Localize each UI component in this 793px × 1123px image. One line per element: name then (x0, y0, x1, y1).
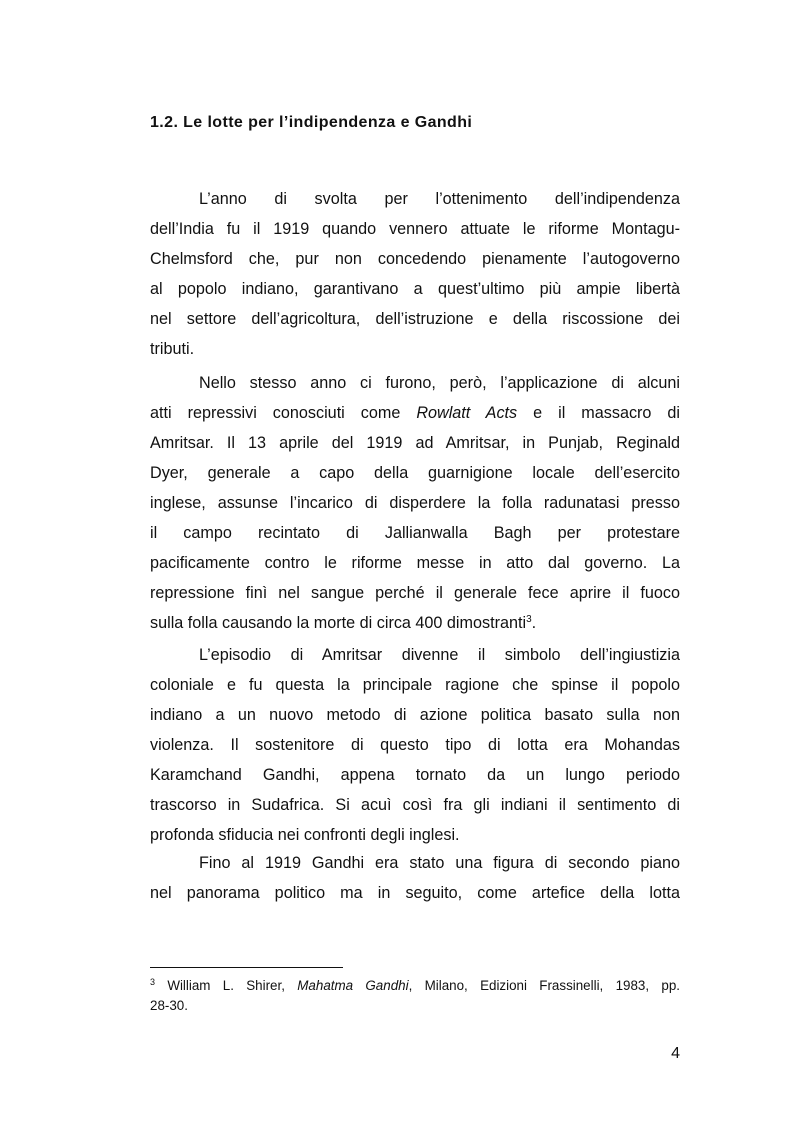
text-line: nel settore dell’agricoltura, dell’istruzione e della riscossione dei (150, 310, 680, 328)
text-run: e il massacro di (517, 404, 681, 422)
paragraph-1 (150, 184, 680, 364)
footnote-separator (150, 967, 343, 968)
text-line: dell’India fu il 1919 quando vennero attuate le riforme Montagu- (150, 220, 680, 238)
text-line: trascorso in Sudafrica. Si acuì così fra gli indiani il sentimento di (150, 796, 680, 814)
text-line: inglese, assunse l’incarico di disperdere la folla radunatasi presso (150, 494, 680, 512)
text-line: L’anno di svolta per l’ottenimento dell’indipendenza (199, 190, 680, 208)
text-line: pacificamente contro le riforme messe in atto dal governo. La (150, 554, 680, 572)
text-line: Chelmsford che, pur non concedendo pienamente l’autogoverno (150, 250, 680, 268)
text-line: coloniale e fu questa la principale ragione che spinse il popolo (150, 676, 680, 694)
text-line: Karamchand Gandhi, appena tornato da un lungo periodo (150, 766, 680, 784)
footnote-line (150, 976, 680, 996)
text-line: L’episodio di Amritsar divenne il simbolo dell’ingiustizia (199, 646, 680, 664)
paragraph-4 (150, 848, 680, 908)
footnote (150, 976, 680, 1016)
text-line (150, 608, 680, 638)
text-line: violenza. Il sostenitore di questo tipo di lotta era Mohandas (150, 736, 680, 754)
paragraph-2 (150, 368, 680, 638)
paragraph-3 (150, 640, 680, 850)
footnote-line: 28-30. (150, 998, 188, 1013)
text-line (150, 398, 680, 428)
footnote-marker: 3 (150, 977, 156, 987)
text-line: il campo recintato di Jallianwalla Bagh per protestare (150, 524, 680, 542)
text-run: sulla folla causando la morte di circa 400 dimostranti (150, 614, 527, 632)
text-line: Nello stesso anno ci furono, però, l’applicazione di alcuni (199, 374, 680, 392)
text-line: profonda sfiducia nei confronti degli inglesi. (150, 826, 460, 844)
text-line: Dyer, generale a capo della guarnigione locale dell’esercito (150, 464, 680, 482)
text-run: . (531, 614, 537, 632)
text-line: nel panorama politico ma in seguito, come artefice della lotta (150, 884, 680, 902)
section-heading: 1.2. Le lotte per l’indipendenza e Gandhi (150, 114, 473, 131)
footnote-reference[interactable]: 3 (526, 614, 532, 625)
text-run: atti repressivi conosciuti come (150, 404, 417, 422)
text-line: indiano a un nuovo metodo di azione politica basato sulla non (150, 706, 680, 724)
footnote-publication: , Milano, Edizioni Frassinelli, 1983, pp. (408, 978, 681, 993)
text-line: Amritsar. Il 13 aprile del 1919 ad Amritsar, in Punjab, Reginald (150, 434, 680, 452)
footnote-title: Mahatma Gandhi (297, 978, 409, 993)
text-line: al popolo indiano, garantivano a quest’ultimo più ampie libertà (150, 280, 680, 298)
text-line: Fino al 1919 Gandhi era stato una figura di secondo piano (199, 854, 680, 872)
footnote-author: William L. Shirer, (155, 978, 298, 993)
italic-term: Rowlatt Acts (416, 404, 518, 422)
text-line: repressione finì nel sangue perché il generale fece aprire il fuoco (150, 584, 680, 602)
page-number: 4 (671, 1045, 680, 1062)
text-line: tributi. (150, 340, 195, 358)
